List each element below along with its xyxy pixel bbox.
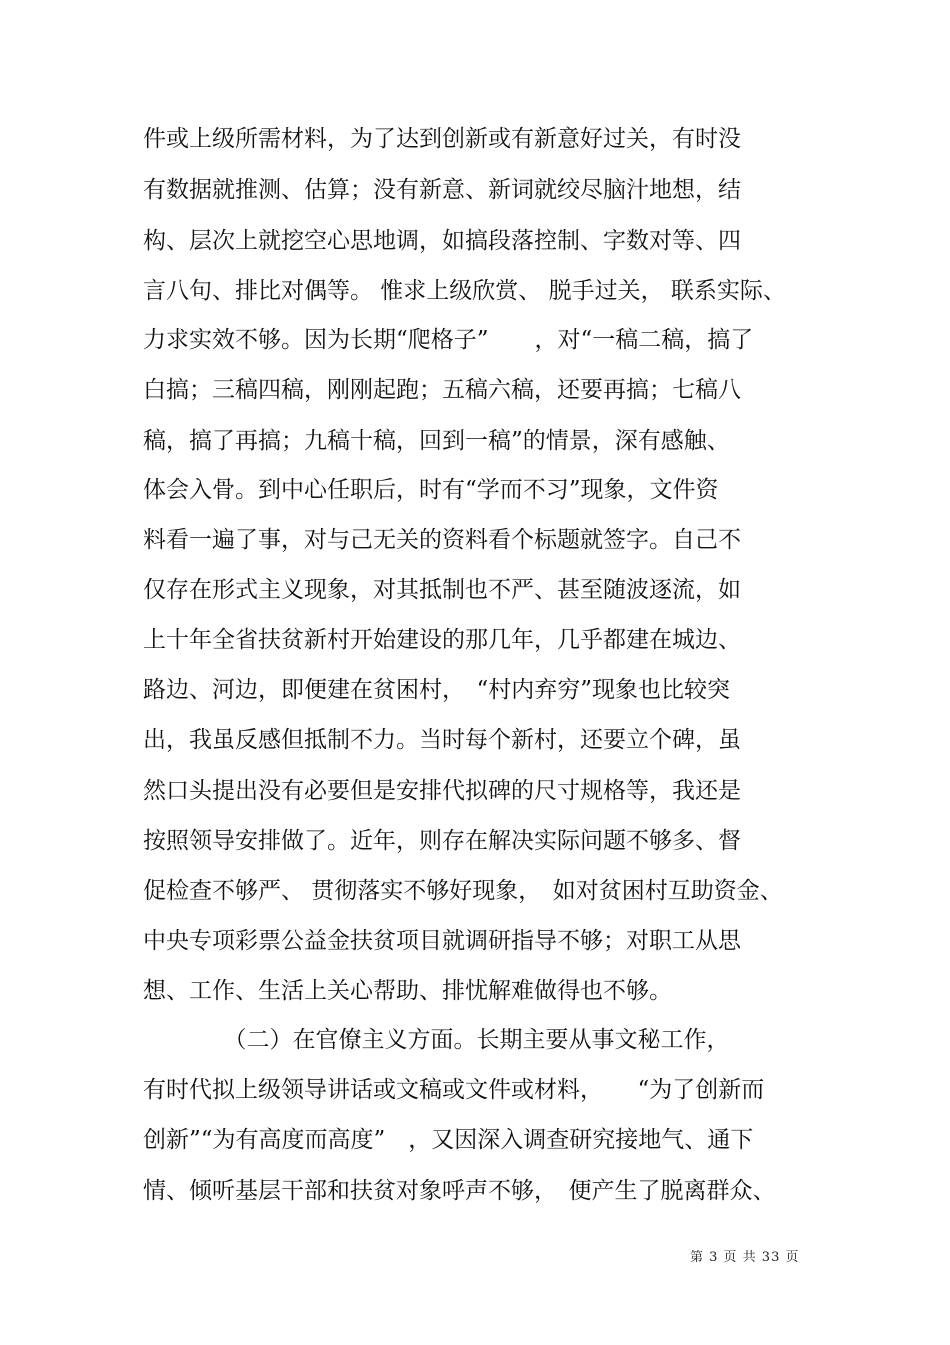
text-line: 出，我虽反感但抵制不力。当时每个新村，还要立个碑，虽 bbox=[143, 727, 741, 753]
text-line: 想、工作、生活上关心帮助、排忧解难做得也不够。 bbox=[143, 978, 672, 1004]
text-line: 促检查不够严、 贯彻落实不够好现象， 如对贫困村互助资金、 bbox=[143, 878, 783, 904]
text-line: 稿，搞了再搞；九稿十稿，回到一稿”的情景，深有感触、 bbox=[143, 428, 730, 454]
text-line: 构、层次上就挖空心思地调，如搞段落控制、字数对等、四 bbox=[143, 228, 741, 254]
text-line: 创新”“为有高度而高度” ，又因深入调查研究接地气、通下 bbox=[143, 1127, 754, 1153]
text-line: 体会入骨。到中心任职后，时有“学而不习”现象，文件资 bbox=[143, 477, 719, 503]
text-line: 上十年全省扶贫新村开始建设的那几年，几乎都建在城边、 bbox=[143, 627, 741, 653]
text-line: 言八句、排比对偶等。 惟求上级欣赏、 脱手过关， 联系实际、 bbox=[143, 278, 786, 304]
text-line: 仅存在形式主义现象，对其抵制也不严、甚至随波逐流，如 bbox=[143, 577, 741, 603]
text-line: 白搞；三稿四稿，刚刚起跑；五稿六稿，还要再搞；七稿八 bbox=[143, 377, 741, 403]
text-line: 有数据就推测、估算；没有新意、新词就绞尽脑汁地想，结 bbox=[143, 177, 741, 203]
text-line: 情、倾听基层干部和扶贫对象呼声不够， 便产生了脱离群众、 bbox=[143, 1178, 776, 1204]
text-line: 有时代拟上级领导讲话或文稿或文件或材料， “为了创新而 bbox=[143, 1077, 765, 1103]
text-line: 力求实效不够。因为长期“爬格子” ，对“一稿二稿，搞了 bbox=[143, 327, 754, 353]
text-line: 按照领导安排做了。近年，则存在解决实际问题不够多、督 bbox=[143, 828, 741, 854]
page-number: 第 3 页 共 33 页 bbox=[690, 1250, 800, 1265]
text-line: 料看一遍了事，对与己无关的资料看个标题就签字。自己不 bbox=[143, 527, 741, 553]
text-line: （二）在官僚主义方面。长期主要从事文秘工作， bbox=[143, 1027, 730, 1053]
text-line: 中央专项彩票公益金扶贫项目就调研指导不够；对职工从思 bbox=[143, 928, 741, 954]
text-line: 路边、河边，即便建在贫困村， “村内弃穷”现象也比较突 bbox=[143, 677, 731, 703]
text-line: 然口头提出没有必要但是安排代拟碑的尺寸规格等，我还是 bbox=[143, 778, 741, 804]
text-line: 件或上级所需材料，为了达到创新或有新意好过关，有时没 bbox=[143, 126, 741, 152]
